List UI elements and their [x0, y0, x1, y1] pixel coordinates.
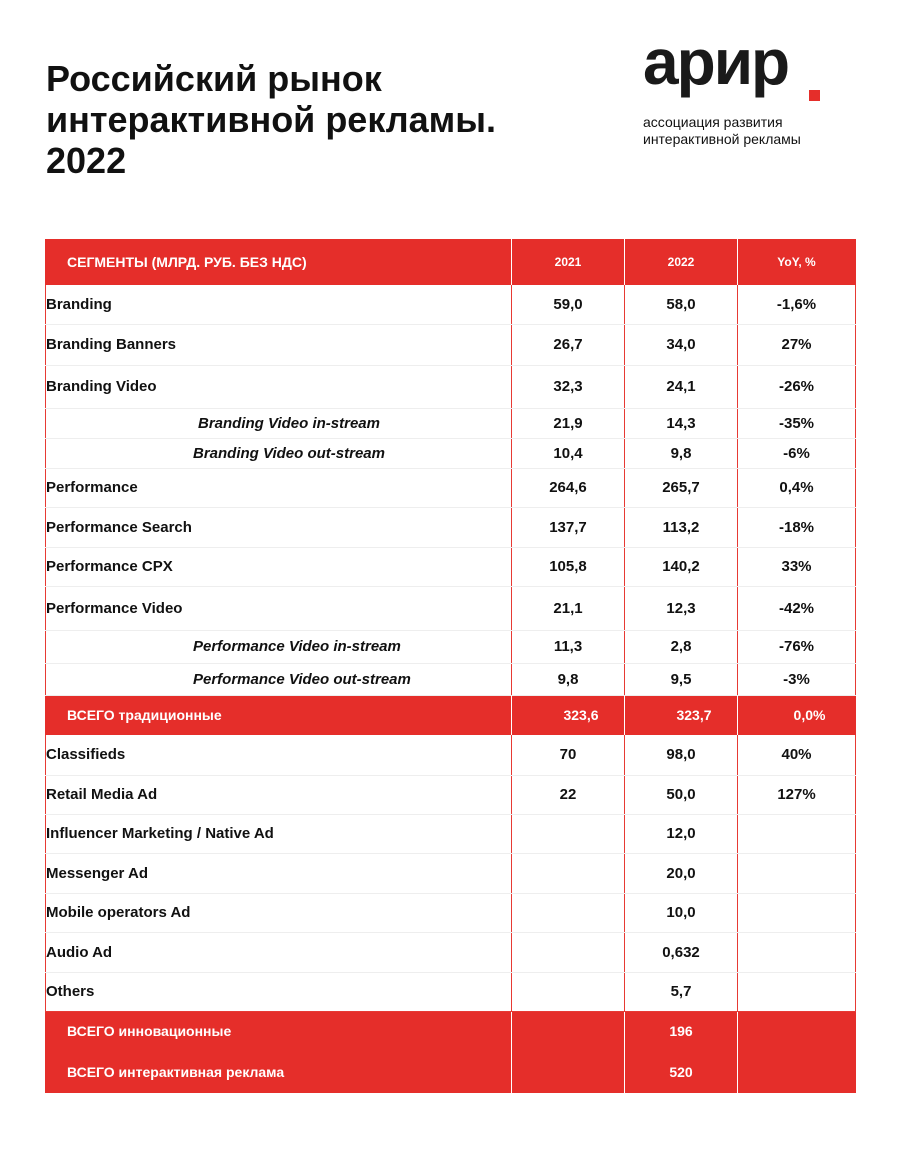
value-2022: 12,0	[625, 814, 738, 853]
value-2022: 323,7	[676, 707, 712, 724]
value-2022: 520	[625, 1051, 738, 1093]
value-yoy: -18%	[738, 507, 856, 547]
logo-subtitle	[643, 114, 863, 148]
total-traditional-row	[46, 695, 856, 735]
value-yoy	[738, 814, 856, 853]
table-row	[46, 438, 856, 468]
title-line-2: интерактивной рекламы.	[46, 99, 497, 140]
table-row	[46, 972, 856, 1011]
table-row	[46, 663, 856, 695]
value-yoy: -6%	[738, 438, 856, 468]
value-2022: 140,2	[625, 547, 738, 586]
value-2021: 21,9	[512, 408, 625, 438]
value-2022: 196	[625, 1011, 738, 1051]
value-2022: 98,0	[625, 735, 738, 775]
row-label: Performance Video in-stream	[46, 630, 512, 663]
header-yoy: YoY, %	[738, 239, 856, 285]
row-label: Retail Media Ad	[46, 775, 512, 814]
value-yoy	[738, 893, 856, 932]
header-2022: 2022	[625, 239, 738, 285]
title-line-1: Российский рынок	[46, 58, 382, 99]
table-row	[46, 547, 856, 586]
value-2021	[512, 1011, 625, 1051]
value-2022: 14,3	[625, 408, 738, 438]
value-2022: 24,1	[625, 365, 738, 408]
value-yoy: 0,4%	[738, 468, 856, 507]
value-yoy	[738, 853, 856, 893]
value-yoy: -26%	[738, 365, 856, 408]
row-label: Influencer Marketing / Native Ad	[46, 814, 512, 853]
header-segments: СЕГМЕНТЫ (МЛРД. РУБ. БЕЗ НДС)	[46, 239, 512, 285]
row-label: Messenger Ad	[46, 853, 512, 893]
value-2021: 26,7	[512, 324, 625, 365]
logo-subtitle-line-1: ассоциация развития	[643, 114, 783, 130]
value-2021	[512, 932, 625, 972]
row-label: Performance Search	[46, 507, 512, 547]
value-yoy: -35%	[738, 408, 856, 438]
value-2021: 59,0	[512, 285, 625, 324]
value-2022: 9,8	[625, 438, 738, 468]
row-label: Mobile operators Ad	[46, 893, 512, 932]
value-2022: 265,7	[625, 468, 738, 507]
row-label: Branding Banners	[46, 324, 512, 365]
value-2021	[512, 814, 625, 853]
table-row	[46, 853, 856, 893]
table-row	[46, 932, 856, 972]
value-yoy: 27%	[738, 324, 856, 365]
table-row	[46, 285, 856, 324]
value-2022: 10,0	[625, 893, 738, 932]
table-header-row	[46, 239, 856, 285]
arir-logo	[643, 40, 863, 148]
value-yoy	[738, 1011, 856, 1051]
value-yoy: 40%	[738, 735, 856, 775]
value-2021	[512, 853, 625, 893]
value-2021: 323,6	[563, 707, 599, 724]
table-row	[46, 408, 856, 438]
row-label: Performance Video out-stream	[46, 663, 512, 695]
value-2021: 70	[512, 735, 625, 775]
row-label: ВСЕГО интерактивная реклама	[46, 1051, 512, 1093]
value-2021: 264,6	[512, 468, 625, 507]
value-2021: 22	[512, 775, 625, 814]
page-title	[46, 58, 606, 181]
value-yoy: 127%	[738, 775, 856, 814]
value-2021: 105,8	[512, 547, 625, 586]
row-label: Performance	[46, 468, 512, 507]
logo-red-square	[809, 90, 820, 101]
row-label: Branding Video	[46, 365, 512, 408]
row-label: ВСЕГО инновационные	[46, 1011, 512, 1051]
value-2021: 10,4	[512, 438, 625, 468]
logo-subtitle-line-2: интерактивной рекламы	[643, 131, 801, 147]
value-2022: 50,0	[625, 775, 738, 814]
value-2021	[512, 972, 625, 1011]
value-2021	[512, 1051, 625, 1093]
value-yoy	[738, 972, 856, 1011]
value-2022: 113,2	[625, 507, 738, 547]
value-2021: 137,7	[512, 507, 625, 547]
row-label: Performance CPX	[46, 547, 512, 586]
value-2021	[512, 893, 625, 932]
value-yoy: 0,0%	[793, 707, 826, 724]
total-innovative-row	[46, 1011, 856, 1051]
total-interactive-row	[46, 1051, 856, 1093]
header-2021: 2021	[512, 239, 625, 285]
value-2021: 21,1	[512, 586, 625, 630]
value-yoy	[738, 1051, 856, 1093]
row-label: ВСЕГО традиционные	[46, 695, 512, 735]
logo-wordmark	[643, 40, 863, 110]
table-row	[46, 814, 856, 853]
table-row	[46, 630, 856, 663]
table-row	[46, 735, 856, 775]
table-row	[46, 365, 856, 408]
row-label: Branding Video out-stream	[46, 438, 512, 468]
value-2022: 5,7	[625, 972, 738, 1011]
table-row	[46, 893, 856, 932]
table-row	[46, 468, 856, 507]
value-2021: 9,8	[512, 663, 625, 695]
row-label: Classifieds	[46, 735, 512, 775]
logo-wordmark-text: арир	[643, 40, 789, 98]
row-label: Others	[46, 972, 512, 1011]
value-yoy: -1,6%	[738, 285, 856, 324]
value-2022: 0,632	[625, 932, 738, 972]
value-yoy: 33%	[738, 547, 856, 586]
value-yoy: -3%	[738, 663, 856, 695]
value-yoy: -76%	[738, 630, 856, 663]
value-yoy	[738, 932, 856, 972]
value-2021: 11,3	[512, 630, 625, 663]
value-2022: 58,0	[625, 285, 738, 324]
value-2022: 34,0	[625, 324, 738, 365]
value-2022: 2,8	[625, 630, 738, 663]
value-2022: 12,3	[625, 586, 738, 630]
table-row	[46, 324, 856, 365]
value-yoy: -42%	[738, 586, 856, 630]
table-row	[46, 586, 856, 630]
logo-wordmark-graphic	[643, 40, 858, 110]
value-2022: 9,5	[625, 663, 738, 695]
title-line-3: 2022	[46, 140, 127, 181]
table-row	[46, 775, 856, 814]
segments-table	[45, 239, 856, 1093]
row-label: Audio Ad	[46, 932, 512, 972]
row-label: Branding Video in-stream	[46, 408, 512, 438]
row-label: Performance Video	[46, 586, 512, 630]
row-label: Branding	[46, 285, 512, 324]
value-2021: 32,3	[512, 365, 625, 408]
table-row	[46, 507, 856, 547]
value-2022: 20,0	[625, 853, 738, 893]
